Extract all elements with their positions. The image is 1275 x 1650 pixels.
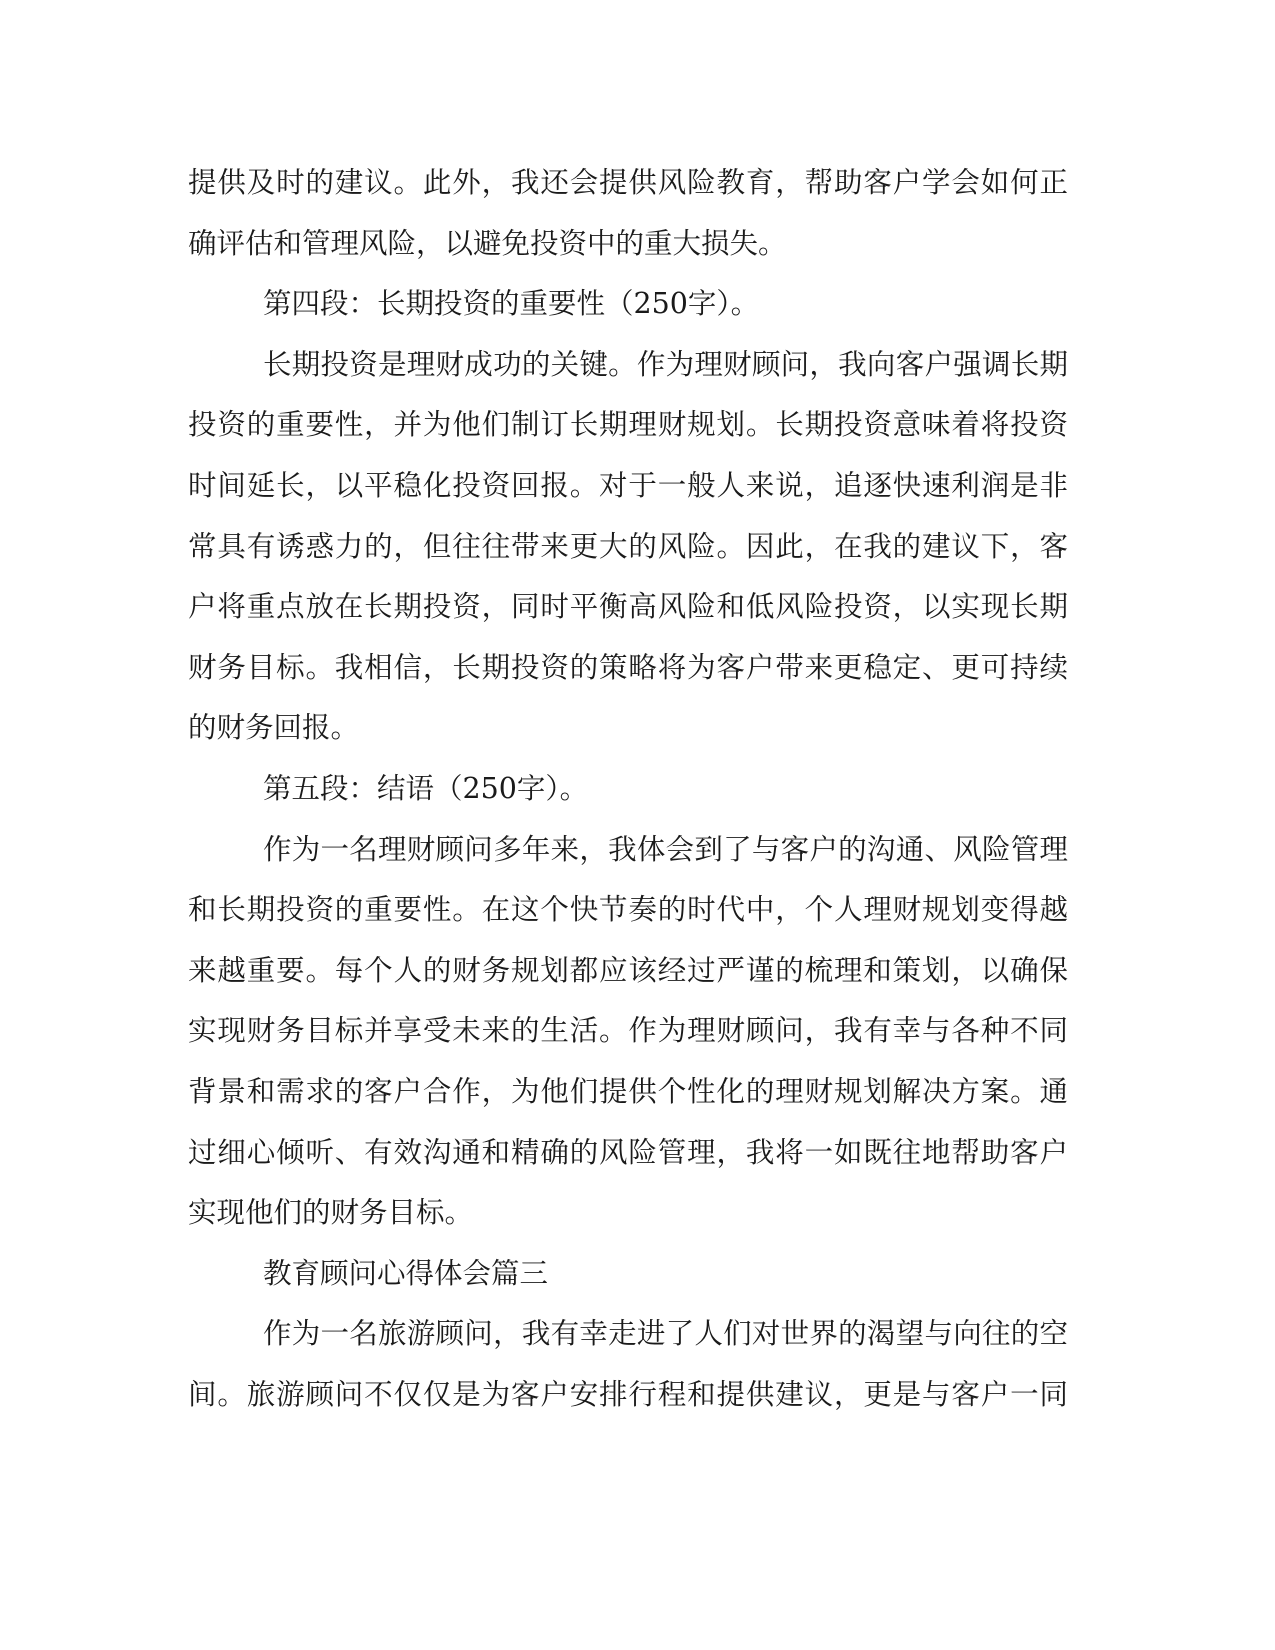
- text-line: 背景和需求的客户合作，为他们提供个性化的理财规划解决方案。通: [188, 1074, 1068, 1108]
- body-text: [188, 153, 1068, 1425]
- text-line: 过细心倾听、有效沟通和精确的风险管理，我将一如既往地帮助客户: [188, 1135, 1068, 1169]
- text-line: 作为一名理财顾问多年来，我体会到了与客户的沟通、风险管理: [263, 832, 1068, 866]
- chapter-heading: 教育顾问心得体会篇三: [263, 1256, 549, 1290]
- section-heading: 第四段：长期投资的重要性（250字）。: [263, 287, 760, 321]
- text-line: 来越重要。每个人的财务规划都应该经过严谨的梳理和策划，以确保: [188, 953, 1068, 987]
- text-line: 投资的重要性，并为他们制订长期理财规划。长期投资意味着将投资: [188, 408, 1068, 442]
- text-line: 确评估和管理风险，以避免投资中的重大损失。: [188, 226, 787, 260]
- text-line: 财务目标。我相信，长期投资的策略将为客户带来更稳定、更可持续: [188, 650, 1068, 684]
- text-line: 提供及时的建议。此外，我还会提供风险教育，帮助客户学会如何正: [188, 166, 1068, 199]
- text-line: 作为一名旅游顾问，我有幸走进了人们对世界的渴望与向往的空: [263, 1317, 1068, 1351]
- text-line: 和长期投资的重要性。在这个快节奏的时代中，个人理财规划变得越: [188, 893, 1068, 927]
- text-line: 户将重点放在长期投资，同时平衡高风险和低风险投资，以实现长期: [188, 590, 1068, 624]
- section-heading: 第五段：结语（250字）。: [263, 771, 589, 805]
- text-line: 常具有诱惑力的，但往往带来更大的风险。因此，在我的建议下，客: [188, 529, 1068, 563]
- text-line: 长期投资是理财成功的关键。作为理财顾问，我向客户强调长期: [263, 347, 1068, 381]
- text-line: 实现他们的财务目标。: [188, 1196, 474, 1230]
- text-line: 间。旅游顾问不仅仅是为客户安排行程和提供建议，更是与客户一同: [188, 1377, 1068, 1411]
- text-line: 的财务回报。: [188, 711, 360, 745]
- text-line: 时间延长，以平稳化投资回报。对于一般人来说，追逐快速利润是非: [188, 468, 1068, 502]
- text-line: 实现财务目标并享受未来的生活。作为理财顾问，我有幸与各种不同: [188, 1014, 1068, 1048]
